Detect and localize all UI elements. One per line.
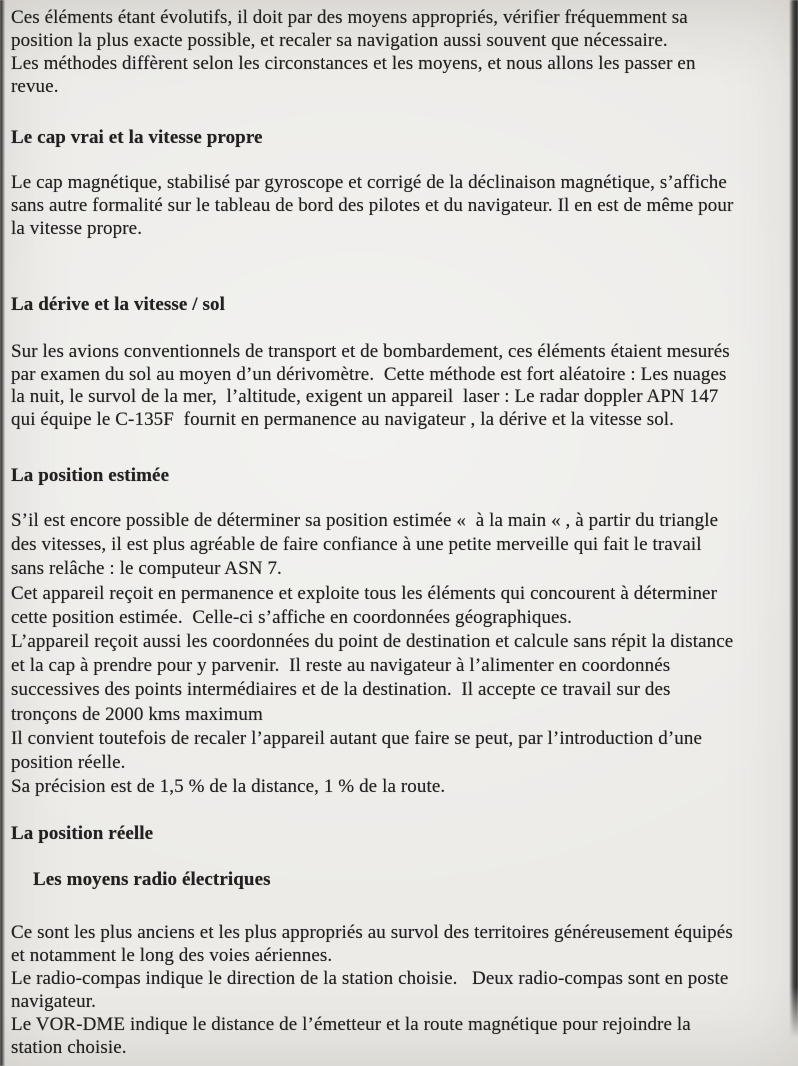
heading-position-reelle: La position réelle: [11, 823, 154, 844]
text-line: la nuit, le survol de la mer, l’altitude, exigent un appareil laser : Le radar doppler APN 147: [11, 386, 719, 407]
heading-moyens-radio-electriques: Les moyens radio électriques: [33, 869, 271, 890]
heading-position-estimee: La position estimée: [11, 465, 170, 486]
text-line: successives des points intermédiaires et de la destination. Il accepte ce travail sur des: [11, 679, 671, 701]
text-line: tronçons de 2000 kms maximum: [11, 703, 263, 725]
text-line: Cet appareil reçoit en permanence et exploite tous les éléments qui concourent à déterminer: [11, 582, 718, 604]
paragraph-position-estimee: [11, 509, 798, 799]
heading-cap-vrai-vitesse-propre: Le cap vrai et la vitesse propre: [11, 127, 263, 148]
text-line: Il convient toutefois de recaler l’appareil autant que faire se peut, par l’introduction d’une: [11, 727, 703, 749]
text-line: cette position estimée. Celle-ci s’affiche en coordonnées géographiques.: [11, 606, 572, 628]
text-line: Ce sont les plus anciens et les plus appropriés au survol des territoires généreusement équipés: [11, 922, 733, 943]
heading-derive-vitesse-sol: La dérive et la vitesse / sol: [11, 294, 225, 315]
text-line: et notamment le long des voies aériennes.: [11, 945, 333, 966]
scan-edge-right: [789, 0, 798, 1038]
text-line: Le radio-compas indique le direction de la station choisie. Deux radio-compas sont en poste: [11, 968, 729, 989]
text-line: S’il est encore possible de déterminer sa position estimée « à la main « , à partir du triangle: [11, 510, 719, 531]
text-line: Sur les avions conventionnels de transport et de bombardement, ces éléments étaient mesurés: [11, 341, 730, 362]
text-line: Le cap magnétique, stabilisé par gyroscope et corrigé de la déclinaison magnétique, s’affiche: [11, 172, 727, 193]
text-line: qui équipe le C-135F fournit en permanence au navigateur , la dérive et la vitesse sol.: [11, 408, 675, 430]
text-line: des vitesses, il est plus agréable de faire confiance à une petite merveille qui fait le travail: [11, 534, 702, 556]
text-line: sans relâche : le computeur ASN 7.: [11, 558, 282, 580]
paragraph-cap-magnetique: [11, 171, 798, 240]
paragraph-derive: [11, 341, 798, 431]
text-line: navigateur.: [11, 991, 96, 1012]
text-line: position la plus exacte possible, et recaler sa navigation aussi souvent que nécessaire.: [11, 30, 668, 51]
text-line: Les méthodes diffèrent selon les circonstances et les moyens, et nous allons les passer en: [11, 53, 696, 74]
text-line: Sa précision est de 1,5 % de la distance, 1 % de la route.: [11, 776, 446, 798]
text-line: et la cap à prendre pour y parvenir. Il reste au navigateur à l’alimenter en coordonnés: [11, 655, 671, 677]
text-line: L’appareil reçoit aussi les coordonnées du point de destination et calcule sans répit la distance: [11, 630, 734, 652]
text-line: revue.: [11, 76, 59, 97]
paragraph-moyens-radio: [11, 921, 798, 1059]
text-line: station choisie.: [11, 1037, 127, 1058]
text-line: Le VOR-DME indique le distance de l’émetteur et la route magnétique pour rejoindre la: [11, 1014, 691, 1035]
paragraph-intro: [11, 6, 798, 98]
scan-edge-left: [0, 0, 5, 1066]
text-line: sans autre formalité sur le tableau de bord des pilotes et du navigateur. Il en est de même pour: [11, 195, 734, 216]
text-line: Ces éléments étant évolutifs, il doit par des moyens appropriés, vérifier fréquemment sa: [11, 7, 688, 28]
text-line: position réelle.: [11, 751, 126, 773]
text-line: par examen du sol au moyen d’un dérivomètre. Cette méthode est fort aléatoire : Les nuages: [11, 363, 727, 385]
text-line: la vitesse propre.: [11, 218, 143, 239]
